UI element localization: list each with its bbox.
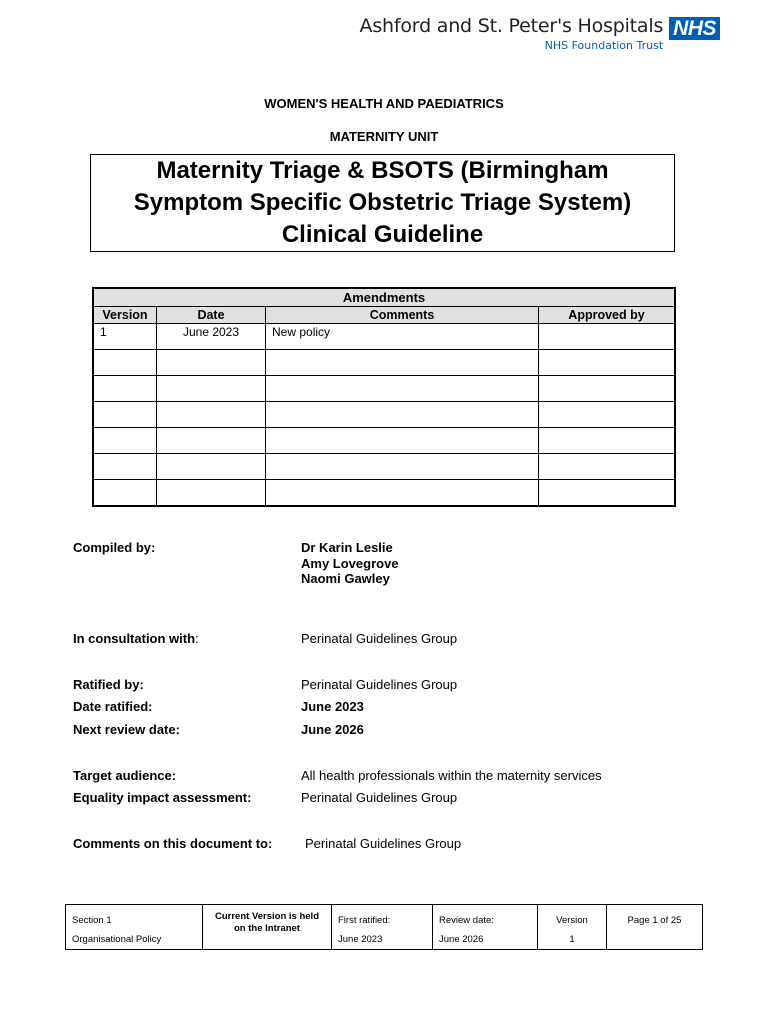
footer-page-number: Page 1 of 25 <box>607 905 703 950</box>
footer-first-ratified-cell <box>332 905 433 950</box>
author-name: Dr Karin Leslie <box>301 540 393 555</box>
table-cell <box>93 428 157 454</box>
table-cell <box>266 454 539 480</box>
amendments-table <box>92 287 676 507</box>
table-cell <box>266 480 539 507</box>
footer-version-cell <box>538 905 607 950</box>
table-cell <box>539 480 676 507</box>
comments-label: Comments on this document to: <box>73 836 273 851</box>
trust-subtitle: NHS Foundation Trust <box>544 39 664 52</box>
table-cell <box>157 428 266 454</box>
table-cell <box>539 376 676 402</box>
table-cell <box>157 454 266 480</box>
ratified-by-label: Ratified by: <box>73 677 144 692</box>
table-cell <box>266 376 539 402</box>
trust-name: Ashford and St. Peter's Hospitals <box>359 15 664 37</box>
table-row <box>93 376 675 402</box>
date-ratified-label: Date ratified: <box>73 699 153 714</box>
consultation-label <box>73 631 199 646</box>
table-cell <box>539 428 676 454</box>
column-header-approved-by: Approved by <box>539 307 676 324</box>
table-cell <box>539 402 676 428</box>
table-cell <box>93 350 157 376</box>
document-title-box <box>90 154 675 252</box>
table-cell <box>266 402 539 428</box>
compiled-by-names <box>301 540 399 587</box>
table-cell <box>157 350 266 376</box>
table-cell <box>157 402 266 428</box>
author-name: Amy Lovegrove <box>301 555 399 571</box>
footer-first-ratified-value: June 2023 <box>338 934 383 945</box>
table-cell: 1 <box>93 324 157 350</box>
table-cell <box>266 428 539 454</box>
footer-version-label: Version <box>556 915 588 926</box>
document-title <box>134 155 632 251</box>
table-cell <box>93 480 157 507</box>
trust-name-block <box>360 14 664 53</box>
amendments-caption: Amendments <box>93 288 675 307</box>
date-ratified-value: June 2023 <box>301 699 364 714</box>
next-review-label: Next review date: <box>73 722 180 737</box>
table-cell <box>539 454 676 480</box>
table-row <box>93 454 675 480</box>
table-cell <box>157 480 266 507</box>
table-row <box>93 324 675 350</box>
title-line: Clinical Guideline <box>281 221 484 248</box>
footer-first-ratified-label: First ratified: <box>338 915 391 926</box>
department-heading: WOMEN'S HEALTH AND PAEDIATRICS <box>264 96 504 111</box>
table-cell <box>93 376 157 402</box>
next-review-value: June 2026 <box>301 722 364 737</box>
table-row <box>93 428 675 454</box>
footer-review-cell <box>433 905 538 950</box>
footer-review-value: June 2026 <box>439 934 484 945</box>
equality-label: Equality impact assessment: <box>73 790 252 805</box>
author-name: Naomi Gawley <box>301 571 390 586</box>
column-header-version: Version <box>93 307 157 324</box>
equality-value: Perinatal Guidelines Group <box>301 790 458 805</box>
column-header-date: Date <box>157 307 266 324</box>
table-row <box>93 480 675 507</box>
title-line: Symptom Specific Obstetric Triage System) <box>133 189 632 216</box>
target-audience-value: All health professionals within the maternity services <box>301 768 602 783</box>
consultation-value: Perinatal Guidelines Group <box>301 631 458 646</box>
target-audience-label: Target audience: <box>73 768 177 783</box>
consultation-label-text: In consultation with <box>73 631 196 646</box>
table-cell <box>93 402 157 428</box>
table-cell: June 2023 <box>157 324 266 350</box>
table-row <box>93 350 675 376</box>
footer-version-value: 1 <box>569 934 575 945</box>
footer-section: Section 1 <box>72 915 112 926</box>
ratified-by-value: Perinatal Guidelines Group <box>301 677 458 692</box>
table-cell <box>539 324 676 350</box>
trust-header <box>360 14 720 53</box>
table-cell <box>93 454 157 480</box>
column-header-comments: Comments <box>266 307 539 324</box>
footer-review-label: Review date: <box>439 915 494 926</box>
unit-heading: MATERNITY UNIT <box>329 129 439 144</box>
table-cell <box>539 350 676 376</box>
page-footer <box>65 904 703 950</box>
consultation-colon: : <box>195 631 199 646</box>
table-cell <box>157 376 266 402</box>
title-line: Maternity Triage & BSOTS (Birmingham <box>156 157 609 184</box>
compiled-by-label: Compiled by: <box>73 540 156 555</box>
table-cell <box>266 350 539 376</box>
footer-current-version: Current Version is held on the Intranet <box>203 905 332 950</box>
footer-policy: Organisational Policy <box>72 934 162 945</box>
nhs-logo: NHS <box>669 17 720 40</box>
comments-value: Perinatal Guidelines Group <box>305 836 462 851</box>
footer-section-cell <box>66 905 203 950</box>
table-cell: New policy <box>266 324 539 350</box>
table-row <box>93 402 675 428</box>
